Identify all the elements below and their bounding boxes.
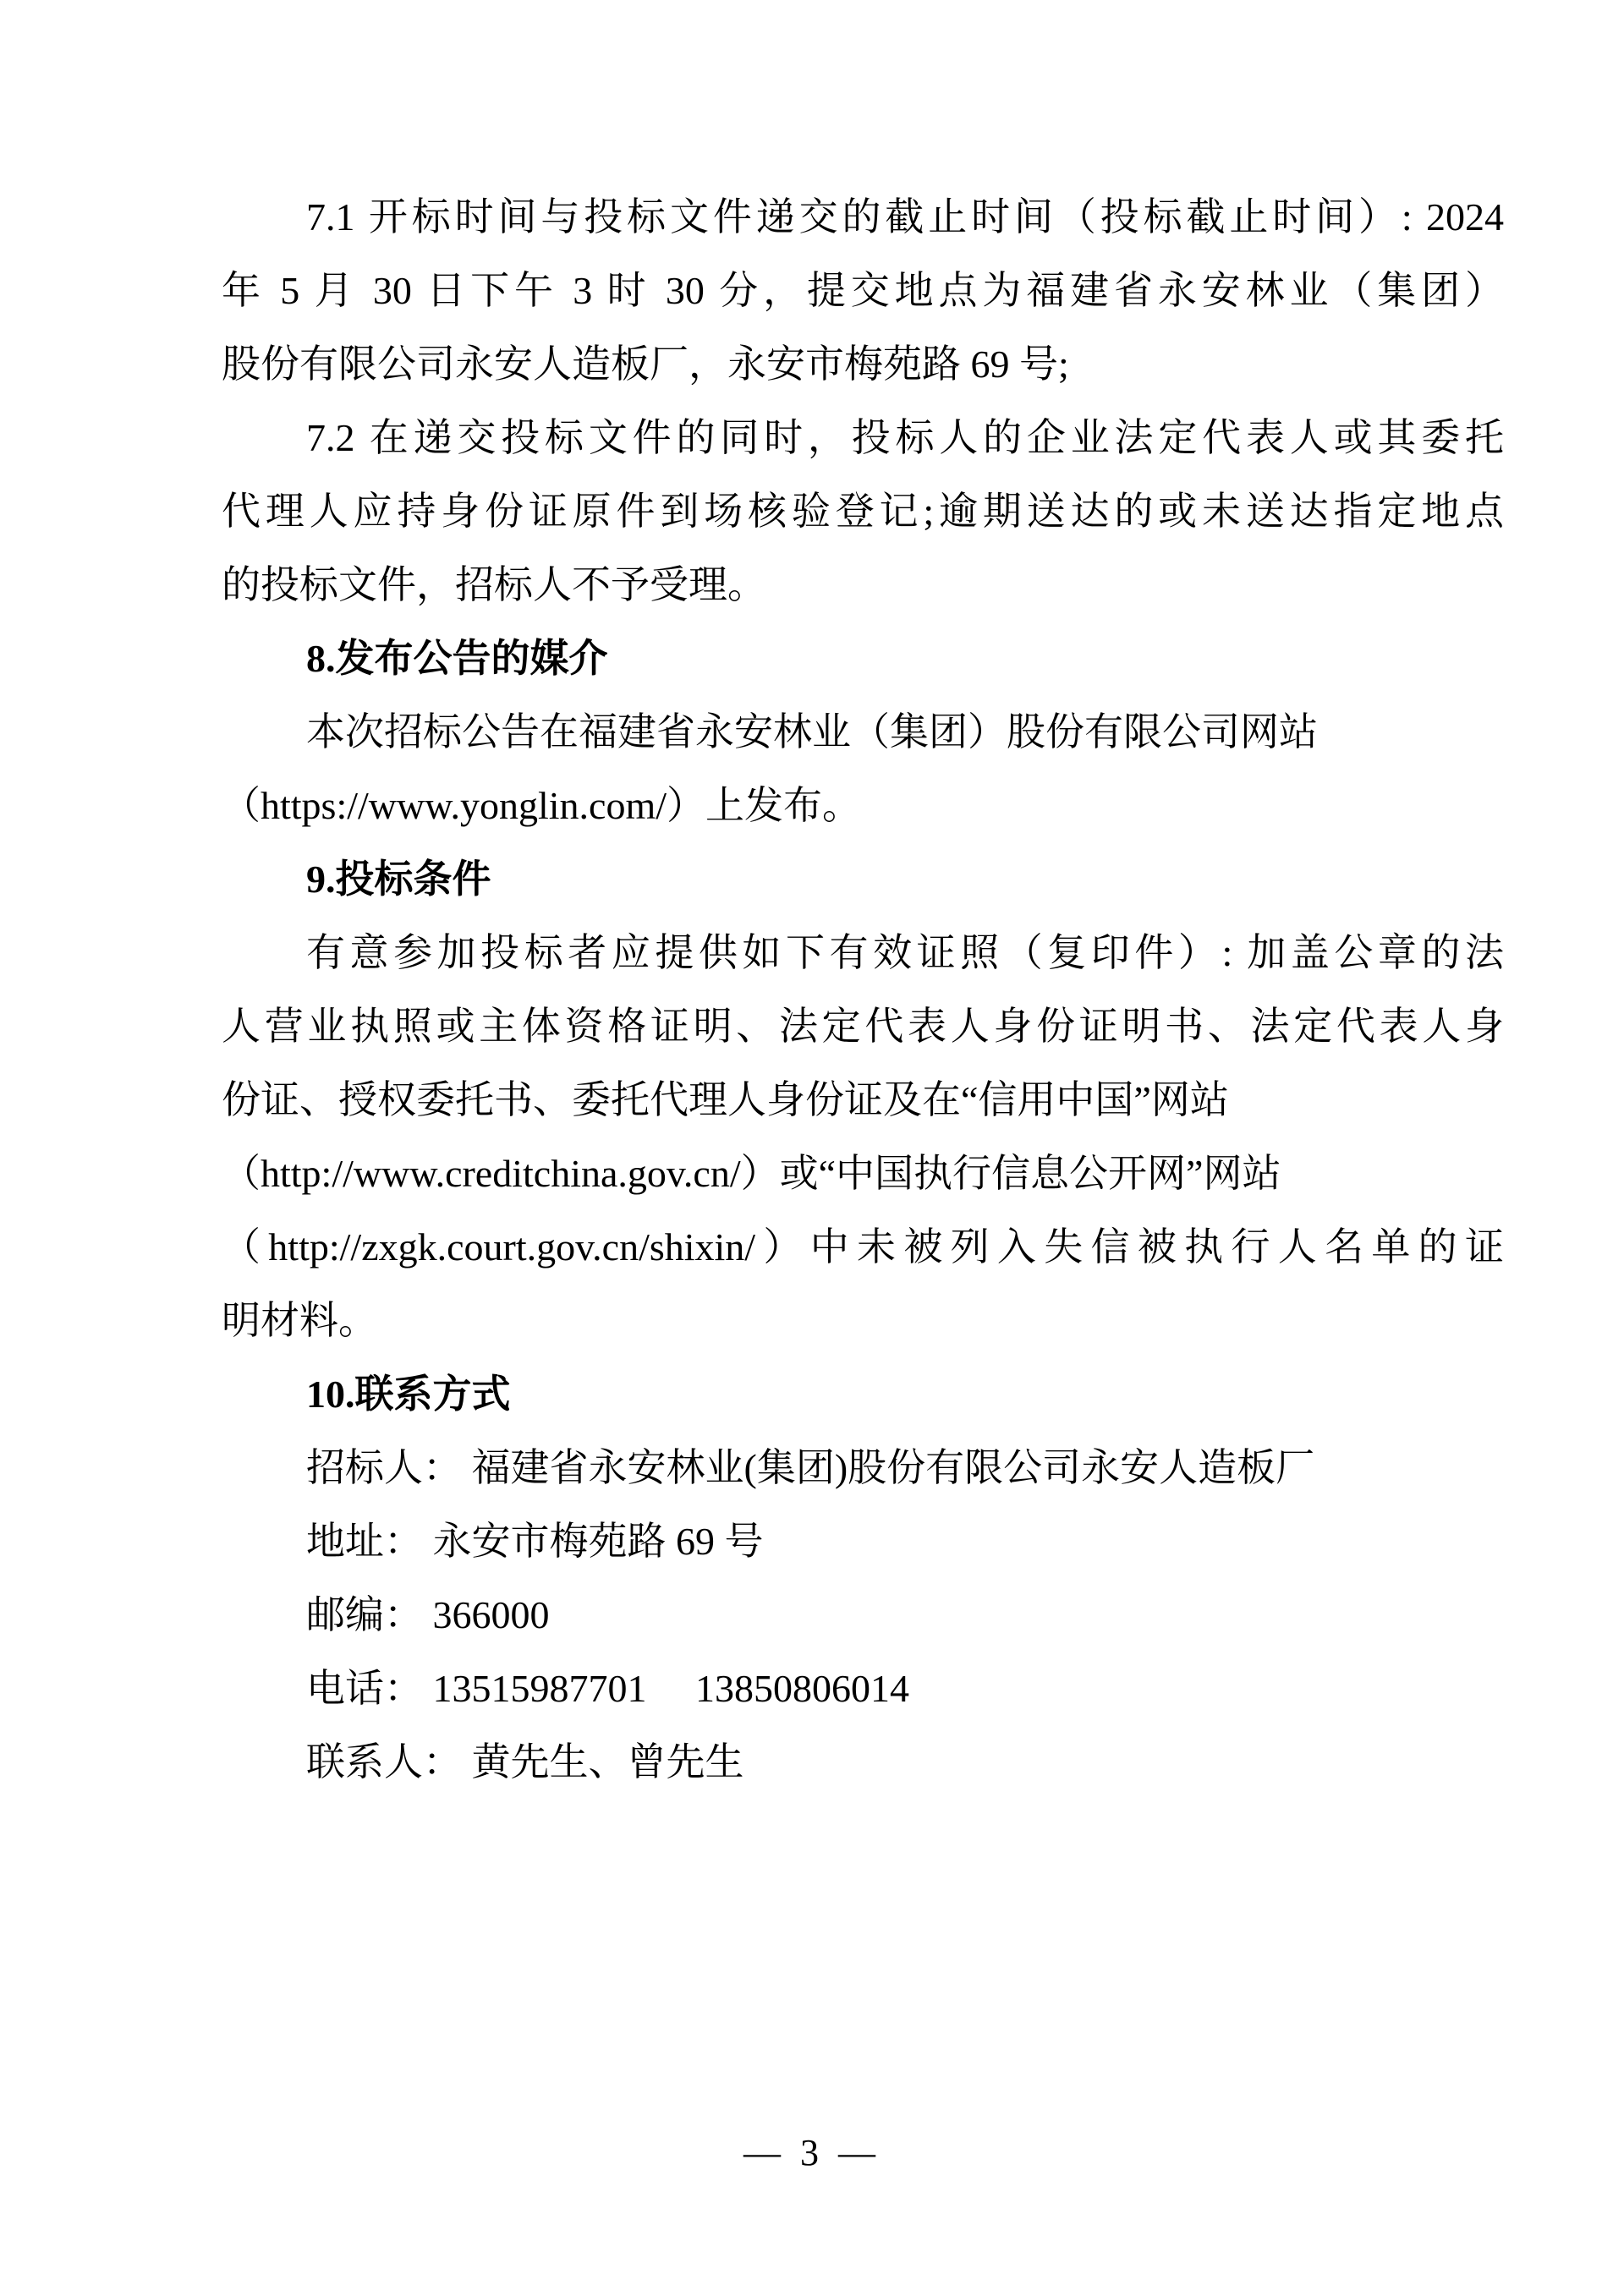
- contact-tenderee: 招标人： 福建省永安林业(集团)股份有限公司永安人造板厂: [306, 1446, 1315, 1489]
- page-number: — 3 —: [743, 2132, 881, 2173]
- section-9-line-5: （http://zxgk.court.gov.cn/shixin/）中未被列入失信被执行人名单的证: [222, 1225, 1504, 1269]
- section-10-heading: 10.联系方式: [306, 1373, 511, 1416]
- section-8-heading: 8.发布公告的媒介: [306, 637, 608, 680]
- section-9-line-4: （http://www.creditchina.gov.cn/）或“中国执行信息公开网”网站: [222, 1152, 1281, 1195]
- contact-phone: 电话： 13515987701 13850806014: [306, 1667, 909, 1710]
- section-9-line-2: 人营业执照或主体资格证明、法定代表人身份证明书、法定代表人身: [222, 1005, 1504, 1048]
- para-7-1-line-1: 7.1 开标时间与投标文件递交的截止时间（投标截止时间）: 2024: [306, 195, 1504, 238]
- para-7-1-line-2: 年 5 月 30 日下午 3 时 30 分，提交地点为福建省永安林业（集团）: [222, 269, 1504, 312]
- para-7-1-line-3: 股份有限公司永安人造板厂，永安市梅苑路 69 号;: [222, 342, 1069, 386]
- section-9-heading: 9.投标条件: [306, 858, 491, 901]
- contact-postcode: 邮编： 366000: [306, 1593, 550, 1636]
- section-9-line-1: 有意参加投标者应提供如下有效证照（复印件）: 加盖公章的法: [306, 931, 1504, 974]
- section-8-line-1: 本次招标公告在福建省永安林业（集团）股份有限公司网站: [306, 710, 1318, 753]
- section-9-line-3: 份证、授权委托书、委托代理人身份证及在“信用中国”网站: [222, 1078, 1229, 1121]
- document-body: [222, 180, 1504, 1799]
- para-7-2-line-2: 代理人应持身份证原件到场核验登记;逾期送达的或未送达指定地点: [222, 490, 1504, 533]
- contact-persons: 联系人： 黄先生、曾先生: [306, 1740, 744, 1784]
- para-7-2-line-1: 7.2 在递交投标文件的同时，投标人的企业法定代表人或其委托: [306, 416, 1504, 459]
- para-7-2-line-3: 的投标文件，招标人不予受理。: [222, 563, 766, 606]
- contact-address: 地址： 永安市梅苑路 69 号: [306, 1520, 764, 1563]
- section-8-line-2: （https://www.yonglin.com/）上发布。: [222, 784, 862, 827]
- section-9-line-6: 明材料。: [222, 1299, 377, 1342]
